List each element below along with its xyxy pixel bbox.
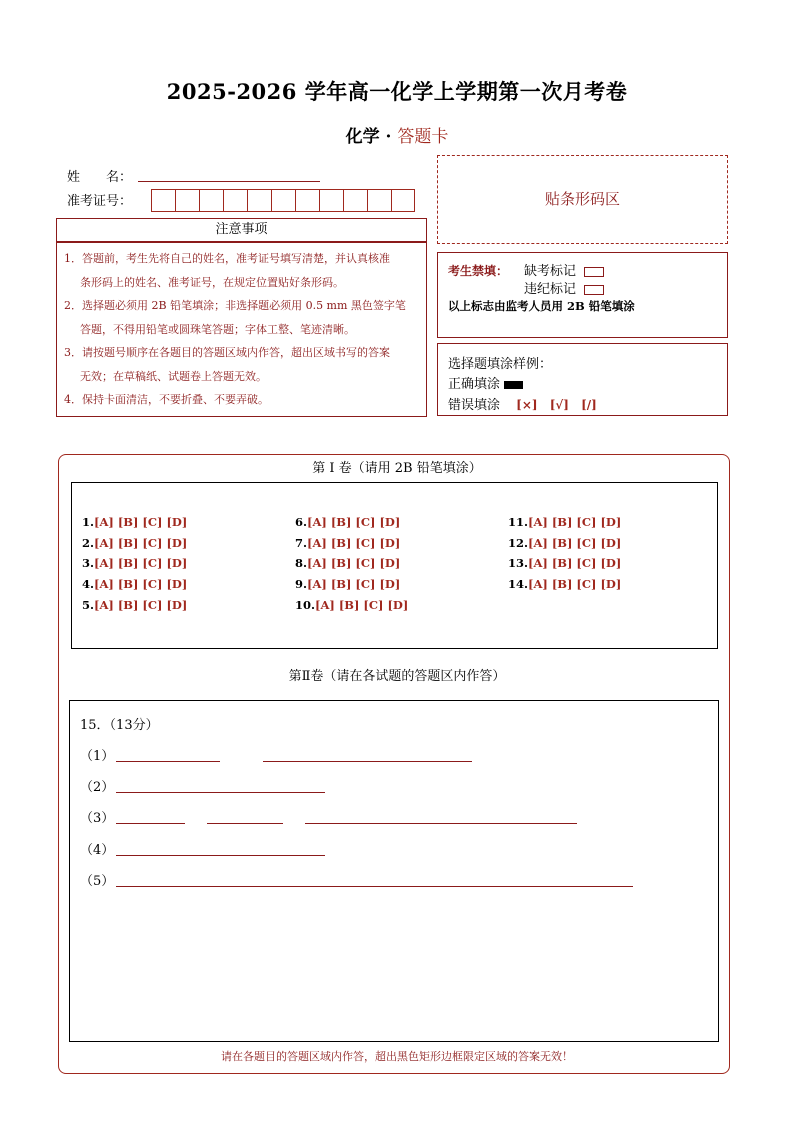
q15-answer-box	[69, 700, 719, 1042]
id-digit-box[interactable]	[391, 189, 415, 212]
q15-sub1-blank-b[interactable]	[263, 760, 472, 762]
id-digit-box[interactable]	[175, 189, 199, 212]
part1-heading: 第 I 卷（请用 2B 铅笔填涂）	[312, 461, 482, 476]
notice-item-3: 3．请按题号顺序在各题目的答题区域内作答，超出区域书写的答案 无效；在草稿纸、试题卷上答题无效。	[64, 346, 390, 383]
wrong-mark-check: [√]	[549, 398, 569, 412]
wrong-mark-slash: [/]	[581, 398, 597, 412]
id-digit-box[interactable]	[223, 189, 247, 212]
violation-mark-box[interactable]	[584, 285, 604, 295]
notice-body	[56, 242, 427, 417]
choice-question-12[interactable]: 12.[A] [B] [C] [D]	[508, 536, 622, 550]
id-digit-box[interactable]	[247, 189, 271, 212]
id-digit-box[interactable]	[151, 189, 175, 212]
choice-question-4[interactable]: 4.[A] [B] [C] [D]	[82, 577, 188, 591]
footer-warning: 请在各题目的答题区域内作答，超出黑色矩形边框限定区域的答案无效！	[221, 1050, 573, 1063]
q15-sub3-label: （3）	[80, 811, 115, 826]
exam-id-label: 准考证号：	[67, 194, 133, 209]
examiner-only-label: 考生禁填：	[448, 264, 509, 278]
correct-fill-mark	[504, 381, 523, 389]
q15-sub5-label: （5）	[80, 874, 115, 889]
wrong-mark-x: [×]	[516, 398, 538, 412]
name-label: 姓 名：	[67, 170, 133, 185]
violation-mark-row	[524, 278, 604, 297]
absent-mark-row	[524, 260, 604, 279]
subject-label: 化学	[345, 127, 380, 147]
q15-sub4-blank[interactable]	[116, 854, 325, 856]
notice-item-1: 1．答题前，考生先将自己的姓名，准考证号填写清楚，并认真核准 条形码上的姓名、准考证号，在规定位置贴好条形码。	[64, 252, 390, 289]
id-digit-box[interactable]	[199, 189, 223, 212]
correct-fill-label: 正确填涂	[448, 377, 501, 392]
correct-fill-row	[448, 373, 523, 392]
q15-sub2-label: （2）	[80, 780, 115, 795]
choice-question-11[interactable]: 11.[A] [B] [C] [D]	[508, 515, 622, 529]
absent-mark-label: 缺考标记	[524, 264, 577, 279]
id-digit-box[interactable]	[271, 189, 295, 212]
id-digit-box[interactable]	[319, 189, 343, 212]
choice-question-3[interactable]: 3.[A] [B] [C] [D]	[82, 556, 188, 570]
q15-sub3-blank-c[interactable]	[305, 822, 577, 824]
q15-sub2-blank[interactable]	[116, 791, 325, 793]
choice-question-6[interactable]: 6.[A] [B] [C] [D]	[295, 515, 401, 529]
q15-sub1-blank-a[interactable]	[116, 760, 220, 762]
wrong-fill-label: 错误填涂	[448, 398, 501, 413]
examiner-note: 以上标志由监考人员用 2B 铅笔填涂	[448, 299, 635, 313]
choice-question-1[interactable]: 1.[A] [B] [C] [D]	[82, 515, 188, 529]
subtitle-dot: ·	[379, 127, 398, 147]
choice-question-9[interactable]: 9.[A] [B] [C] [D]	[295, 577, 401, 591]
violation-mark-label: 违纪标记	[524, 282, 577, 297]
part2-heading: 第Ⅱ卷（请在各试题的答题区内作答）	[288, 669, 506, 684]
choice-question-7[interactable]: 7.[A] [B] [C] [D]	[295, 536, 401, 550]
sample-heading: 选择题填涂样例：	[448, 357, 553, 372]
choice-question-5[interactable]: 5.[A] [B] [C] [D]	[82, 598, 188, 612]
notice-item-4: 4．保持卡面清洁，不要折叠、不要弄破。	[64, 393, 269, 406]
wrong-fill-row	[448, 394, 597, 413]
id-digit-box[interactable]	[295, 189, 319, 212]
page-title: 2025-2026 学年高一化学上学期第一次月考卷	[166, 79, 628, 104]
id-digit-box[interactable]	[367, 189, 391, 212]
choice-question-14[interactable]: 14.[A] [B] [C] [D]	[508, 577, 622, 591]
choice-answer-box	[71, 482, 718, 649]
fill-sample-box	[437, 343, 728, 416]
choice-question-8[interactable]: 8.[A] [B] [C] [D]	[295, 556, 401, 570]
absent-mark-box[interactable]	[584, 267, 604, 277]
q15-sub3-blank-b[interactable]	[207, 822, 283, 824]
barcode-area: 贴条形码区	[437, 155, 728, 244]
q15-sub1-label: （1）	[80, 749, 115, 764]
q15-sub3-blank-a[interactable]	[116, 822, 185, 824]
card-subtitle	[0, 122, 794, 147]
id-digit-box[interactable]	[343, 189, 367, 212]
notice-heading: 注意事项	[56, 218, 427, 242]
answer-card-label: 答题卡	[397, 127, 449, 147]
notice-item-2: 2．选择题必须用 2B 铅笔填涂；非选择题必须用 0.5 mm 黑色签字笔 答题，不得用铅笔或圆珠笔答题；字体工整、笔迹清晰。	[64, 299, 406, 336]
q15-sub4-label: （4）	[80, 843, 115, 858]
q15-title: 15．（13分）	[80, 718, 159, 733]
q15-sub5-blank[interactable]	[116, 885, 633, 887]
choice-question-13[interactable]: 13.[A] [B] [C] [D]	[508, 556, 622, 570]
exam-id-boxes[interactable]	[151, 189, 415, 212]
choice-question-10[interactable]: 10.[A] [B] [C] [D]	[295, 598, 409, 612]
name-field[interactable]	[138, 165, 320, 182]
choice-question-2[interactable]: 2.[A] [B] [C] [D]	[82, 536, 188, 550]
examiner-only-box	[437, 252, 728, 338]
